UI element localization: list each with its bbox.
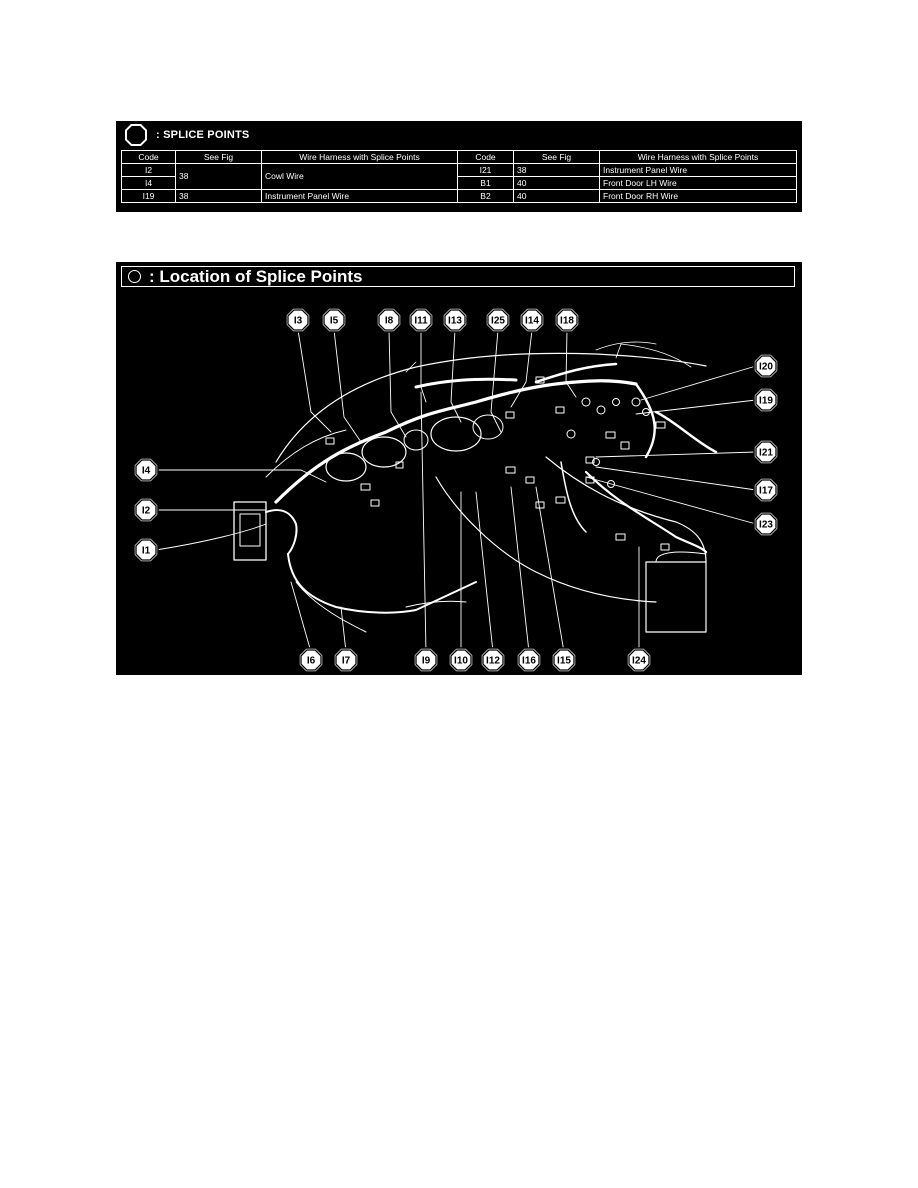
table-row <box>122 190 797 203</box>
cell-harness: Instrument Panel Wire <box>600 164 797 177</box>
splice-label-text: I14 <box>525 315 539 327</box>
splice-points-header <box>124 123 249 147</box>
splice-label-text: I12 <box>486 655 500 667</box>
splice-label-text: I1 <box>141 545 151 557</box>
cell-see-fig: 40 <box>514 177 600 190</box>
splice-label-text: I4 <box>141 465 151 477</box>
col-header-code: Code <box>122 151 176 164</box>
splice-label-i25 <box>486 308 510 332</box>
cell-harness: Cowl Wire <box>262 164 458 190</box>
splice-label-text: I17 <box>759 485 773 497</box>
col-header-code-2: Code <box>458 151 514 164</box>
col-header-see-fig-2: See Fig <box>514 151 600 164</box>
splice-label-i11 <box>409 308 433 332</box>
location-diagram-panel <box>116 262 802 675</box>
splice-label-text: I3 <box>293 315 303 327</box>
splice-label-text: I11 <box>414 315 428 327</box>
splice-label-text: I6 <box>306 655 316 667</box>
splice-label-text: I16 <box>522 655 536 667</box>
col-header-harness: Wire Harness with Splice Points <box>262 151 458 164</box>
cell-code: I19 <box>122 190 176 203</box>
splice-label-i9 <box>414 648 438 672</box>
cell-code: B2 <box>458 190 514 203</box>
splice-points-table <box>121 150 797 203</box>
splice-label-i5 <box>322 308 346 332</box>
harness-diagram <box>116 262 802 675</box>
splice-label-i16 <box>517 648 541 672</box>
splice-label-i13 <box>443 308 467 332</box>
splice-label-i10 <box>449 648 473 672</box>
splice-label-text: I18 <box>560 315 574 327</box>
location-title: : Location of Splice Points <box>149 266 363 286</box>
location-title-bar <box>121 266 795 287</box>
splice-label-i18 <box>555 308 579 332</box>
splice-label-i6 <box>299 648 323 672</box>
splice-label-i15 <box>552 648 576 672</box>
splice-label-i23 <box>754 512 778 536</box>
splice-label-i7 <box>334 648 358 672</box>
splice-label-text: I2 <box>141 505 151 517</box>
cell-harness: Instrument Panel Wire <box>262 190 458 203</box>
cell-see-fig: 40 <box>514 190 600 203</box>
splice-label-text: I9 <box>421 655 431 667</box>
cell-see-fig: 38 <box>514 164 600 177</box>
splice-label-text: I25 <box>491 315 505 327</box>
cell-see-fig: 38 <box>176 190 262 203</box>
splice-points-title: : SPLICE POINTS <box>156 129 250 141</box>
splice-label-i8 <box>377 308 401 332</box>
splice-label-text: I20 <box>759 361 773 373</box>
cell-harness: Front Door LH Wire <box>600 177 797 190</box>
splice-label-i14 <box>520 308 544 332</box>
splice-label-text: I24 <box>632 655 646 667</box>
splice-label-i19 <box>754 388 778 412</box>
cell-see-fig: 38 <box>176 164 262 190</box>
splice-label-text: I15 <box>557 655 571 667</box>
splice-point-labels <box>134 308 778 672</box>
cell-code: I21 <box>458 164 514 177</box>
octagon-icon <box>124 123 148 147</box>
splice-label-text: I5 <box>329 315 339 327</box>
splice-points-panel <box>116 121 802 212</box>
splice-label-i12 <box>481 648 505 672</box>
wire-harness-illustration <box>156 330 756 652</box>
col-header-see-fig: See Fig <box>176 151 262 164</box>
splice-label-i4 <box>134 458 158 482</box>
table-row <box>122 164 797 177</box>
splice-label-i1 <box>134 538 158 562</box>
cell-harness: Front Door RH Wire <box>600 190 797 203</box>
table-header-row <box>122 151 797 164</box>
splice-label-i20 <box>754 354 778 378</box>
cell-code: I2 <box>122 164 176 177</box>
splice-label-text: I23 <box>759 519 773 531</box>
splice-label-i17 <box>754 478 778 502</box>
splice-label-i3 <box>286 308 310 332</box>
cell-code: I4 <box>122 177 176 190</box>
splice-label-text: I19 <box>759 395 773 407</box>
splice-label-i21 <box>754 440 778 464</box>
splice-label-text: I7 <box>341 655 351 667</box>
col-header-harness-2: Wire Harness with Splice Points <box>600 151 797 164</box>
splice-label-text: I8 <box>384 315 394 327</box>
circle-icon <box>128 270 141 283</box>
splice-label-text: I21 <box>759 447 773 459</box>
splice-label-i2 <box>134 498 158 522</box>
splice-label-i24 <box>627 648 651 672</box>
cell-code: B1 <box>458 177 514 190</box>
splice-label-text: I10 <box>454 655 468 667</box>
splice-label-text: I13 <box>448 315 462 327</box>
